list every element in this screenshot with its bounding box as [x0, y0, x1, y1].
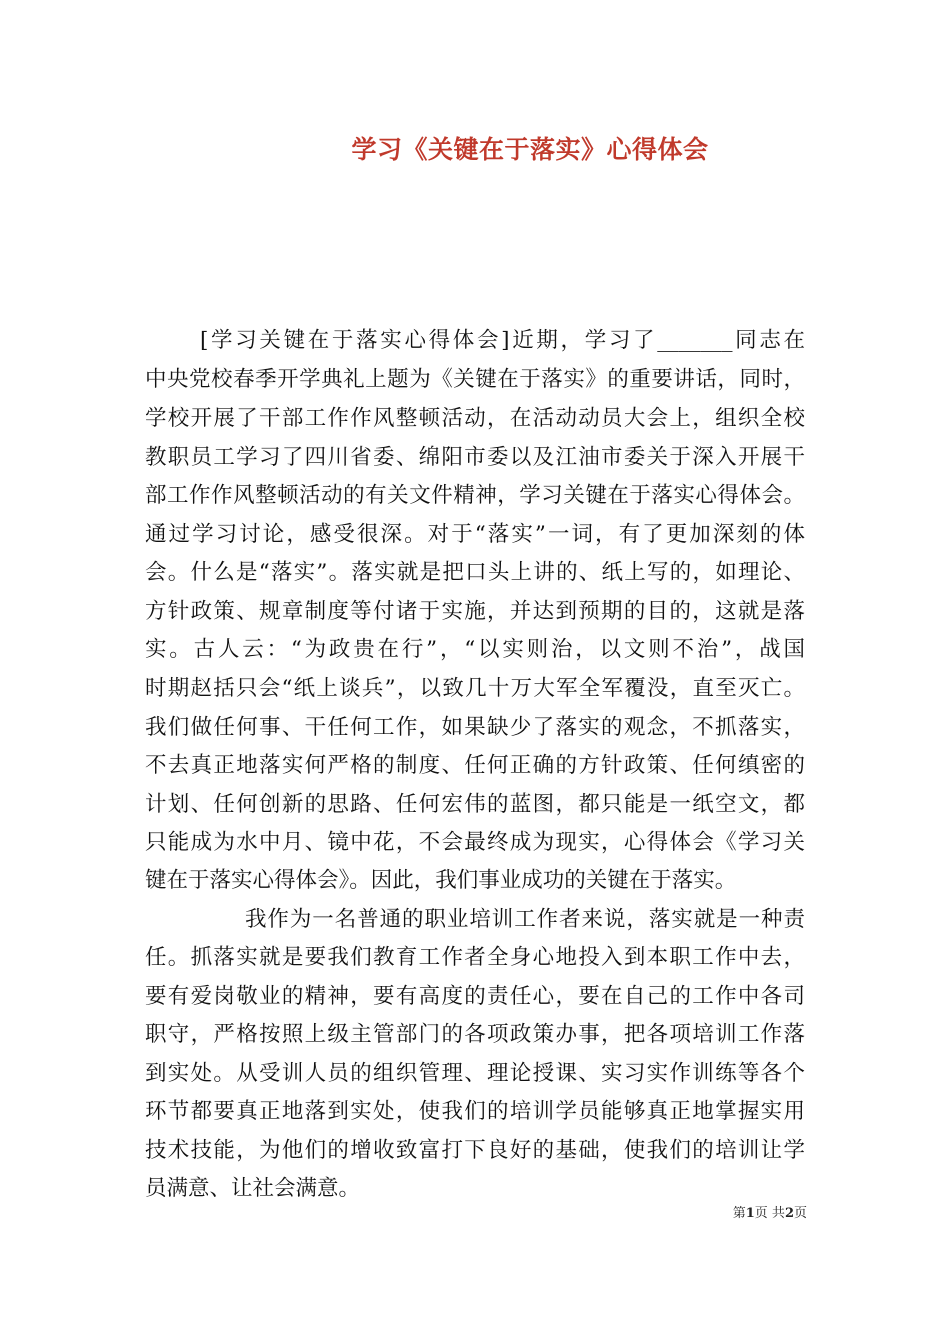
paragraph-1-line-6: 通过学习讨论，感受很深。对于“落实”一词，有了更加深刻的体	[145, 522, 805, 547]
paragraph-1-line-11: 我们做任何事、干任何工作，如果缺少了落实的观念，不抓落实，	[145, 715, 805, 740]
paragraph-2-line-4: 职守，严格按照上级主管部门的各项政策办事，把各项培训工作落	[145, 1022, 805, 1047]
paragraph-1-line-4: 教职员工学习了四川省委、绵阳市委以及江油市委关于深入开展干	[145, 445, 805, 470]
paragraph-1-line-8: 方针政策、规章制度等付诸于实施，并达到预期的目的，这就是落	[145, 599, 805, 624]
page-indicator-suffix: 页	[793, 1206, 807, 1221]
paragraph-1-line-10: 时期赵括只会“纸上谈兵”，以致几十万大军全军覆没，直至灭亡。	[145, 676, 805, 701]
page-indicator-prefix: 第	[732, 1206, 746, 1221]
total-page-number: 2	[784, 1206, 794, 1221]
paragraph-1-line-7: 会。什么是“落实”。落实就是把口头上讲的、纸上写的，如理论、	[145, 560, 805, 585]
paragraph-2-line-6: 环节都要真正地落到实处，使我们的培训学员能够真正地掌握实用	[145, 1099, 805, 1124]
paragraph-1-line-1: [学习关键在于落实心得体会]近期，学习了_______同志在	[200, 328, 805, 353]
paragraph-1-line-5: 部工作作风整顿活动的有关文件精神，学习关键在于落实心得体会。	[145, 483, 805, 508]
page-indicator-middle: 页 共	[754, 1206, 785, 1221]
paragraph-1-line-3: 学校开展了干部工作作风整顿活动，在活动动员大会上，组织全校	[145, 406, 805, 431]
paragraph-1-line-15: 键在于落实心得体会》。因此，我们事业成功的关键在于落实。	[145, 868, 737, 893]
paragraph-2-line-7: 技术技能，为他们的增收致富打下良好的基础，使我们的培训让学	[145, 1138, 805, 1163]
paragraph-2-line-2: 任。抓落实就是要我们教育工作者全身心地投入到本职工作中去，	[145, 945, 805, 970]
paragraph-1-line-2: 中央党校春季开学典礼上题为《关键在于落实》的重要讲话，同时，	[145, 367, 805, 392]
paragraph-2-line-1: 我作为一名普通的职业培训工作者来说，落实就是一种责	[245, 907, 805, 932]
page-indicator	[733, 1205, 807, 1223]
paragraph-1-line-9: 实。古人云：“为政贵在行”，“以实则治，以文则不治”，战国	[145, 637, 805, 662]
paragraph-2-line-3: 要有爱岗敬业的精神，要有高度的责任心，要在自己的工作中各司	[145, 984, 805, 1009]
paragraph-2-line-5: 到实处。从受训人员的组织管理、理论授课、实习实作训练等各个	[145, 1061, 805, 1086]
paragraph-1-line-12: 不去真正地落实何严格的制度、任何正确的方针政策、任何缜密的	[145, 753, 805, 778]
current-page-number: 1	[745, 1206, 755, 1221]
document-title: 学习《关键在于落实》心得体会	[351, 135, 709, 164]
paragraph-2-line-8: 员满意、让社会满意。	[145, 1176, 361, 1201]
paragraph-1-line-14: 只能成为水中月、镜中花，不会最终成为现实，心得体会《学习关	[145, 830, 805, 855]
paragraph-1-line-13: 计划、任何创新的思路、任何宏伟的蓝图，都只能是一纸空文，都	[145, 792, 805, 817]
